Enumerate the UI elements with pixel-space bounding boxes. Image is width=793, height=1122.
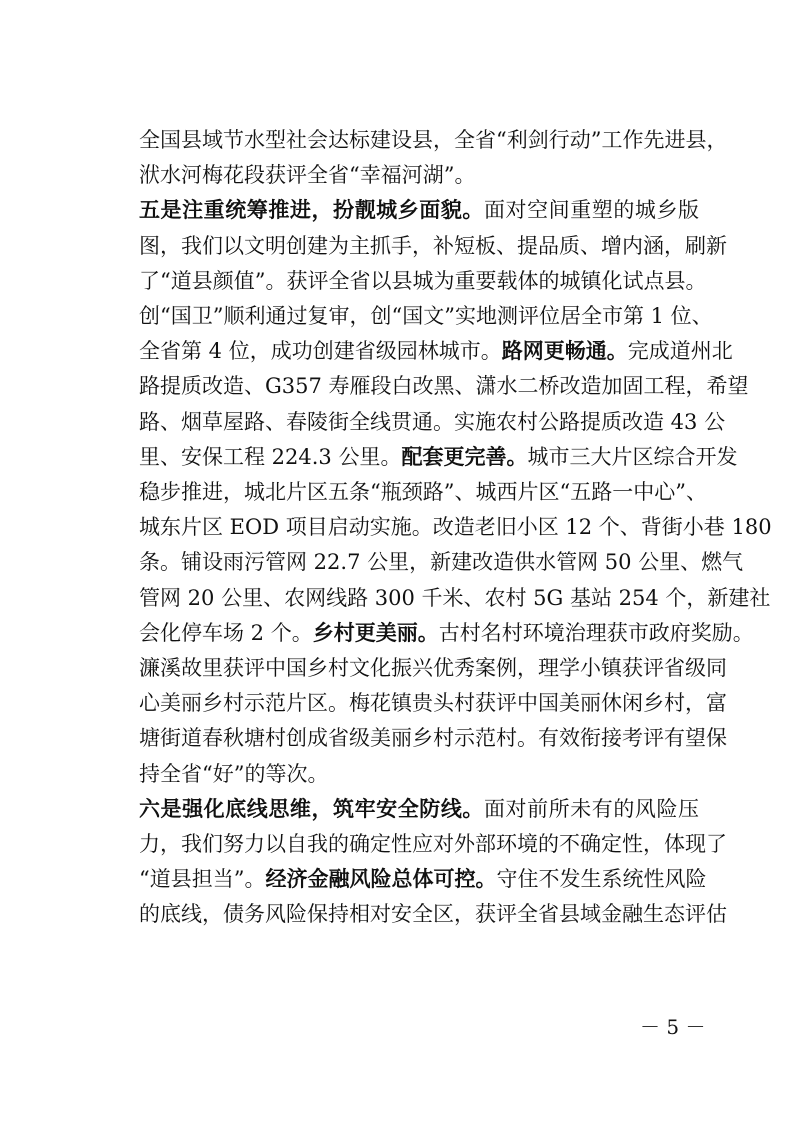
body-text-line: [139, 685, 727, 721]
bold-heading-text: 五是注重统筹推进，扮靓城乡面貌。: [139, 197, 484, 223]
body-text: 图，我们以文明创建为主抓手，补短板、提品质、增内涵，刷新: [139, 233, 727, 258]
body-text-line: [139, 298, 713, 334]
body-text: 城东片区 EOD 项目启动实施。改造老旧小区 12 个、背街小巷 180: [139, 515, 772, 540]
body-text: 城市三大片区综合开发: [527, 444, 738, 469]
body-text-line: [139, 333, 733, 369]
body-text-line: [139, 228, 727, 264]
body-text: 全省第 4 位，成功创建省级园林城市。: [139, 339, 502, 364]
body-text: 全国县域节水型社会达标建设县，全省“利剑行动”工作先进县，: [139, 128, 728, 152]
body-text-line: [139, 826, 727, 862]
body-text: 路、烟草屋路、春陵街全线贯通。实施农村公路提质改造 43 公: [139, 409, 726, 434]
bold-heading-text: 乡村更美丽。: [312, 619, 439, 645]
body-text-line: [139, 368, 749, 404]
body-text-line: [139, 157, 699, 193]
body-text-line: [139, 650, 727, 686]
body-text: 会化停车场 2 个。: [139, 620, 313, 645]
body-text-line: [139, 756, 699, 792]
page-number: － 5 －: [640, 1015, 706, 1039]
body-text: 力，我们努力以自我的确定性应对外部环境的不确定性，体现了: [139, 832, 727, 856]
body-text-line: [139, 509, 772, 545]
body-text: 了“道县颜值”。获评全省以县城为重要载体的城镇化试点县。: [139, 268, 707, 293]
body-text-line: [139, 544, 744, 580]
body-text-line: [139, 122, 728, 158]
body-text: 里、安保工程 224.3 公里。: [139, 444, 402, 469]
body-text-line: [139, 580, 771, 616]
bold-heading-text: 经济金融风险总体可控。: [265, 866, 497, 892]
body-text: 完成道州北: [627, 339, 733, 364]
body-text: 条。铺设雨污管网 22.7 公里，新建改造供水管网 50 公里、燃气: [139, 550, 744, 575]
body-text: 守住不发生系统性风险: [496, 867, 707, 892]
bold-heading-text: 配套更完善。: [401, 443, 528, 469]
bold-heading-text: 六是强化底线思维，筑牢安全防线。: [139, 795, 484, 821]
body-text: “道县担当”。: [139, 867, 266, 892]
body-text-line: [139, 404, 726, 440]
body-text: 心美丽乡村示范片区。梅花镇贵头村获评中国美丽休闲乡村，富: [139, 691, 727, 716]
body-text-line: [139, 192, 699, 228]
body-text: 濂溪故里获评中国乡村文化振兴优秀案例，理学小镇获评省级同: [139, 656, 727, 680]
body-text-line: [139, 791, 699, 827]
body-text: 管网 20 公里、农网线路 300 千米、农村 5G 基站 254 个，新建社: [139, 585, 771, 610]
body-text: 稳步推进，城北片区五条“瓶颈路”、城西片区“五路一中心”、: [139, 480, 707, 504]
body-text-line: [139, 720, 727, 756]
body-text-line: [139, 861, 707, 897]
body-text: 路提质改造、G357 寿雁段白改黑、潇水二桥改造加固工程，希望: [139, 374, 749, 399]
body-text: 面对空间重塑的城乡版: [483, 198, 700, 223]
body-text-line: [139, 896, 727, 932]
body-text-line: [139, 615, 754, 651]
body-text-line: [139, 439, 738, 475]
body-text: 创“国卫”顺利通过复审，创“国文”实地测评位居全市第 1 位、: [139, 304, 713, 328]
body-text: 塘街道春秋塘村创成省级美丽乡村示范村。有效衔接考评有望保: [139, 726, 727, 751]
body-text-line: [139, 474, 707, 510]
body-text: 古村名村环境治理获市政府奖励。: [438, 620, 754, 645]
bold-heading-text: 路网更畅通。: [501, 338, 628, 364]
body-text: 持全省“好”的等次。: [139, 761, 329, 786]
body-text: 面对前所未有的风险压: [483, 796, 700, 821]
body-text-line: [139, 263, 707, 299]
body-text: 的底线，债务风险保持相对安全区，获评全省县域金融生态评估: [139, 902, 727, 927]
body-text: 洑水河梅花段获评全省“幸福河湖”。: [139, 163, 476, 188]
